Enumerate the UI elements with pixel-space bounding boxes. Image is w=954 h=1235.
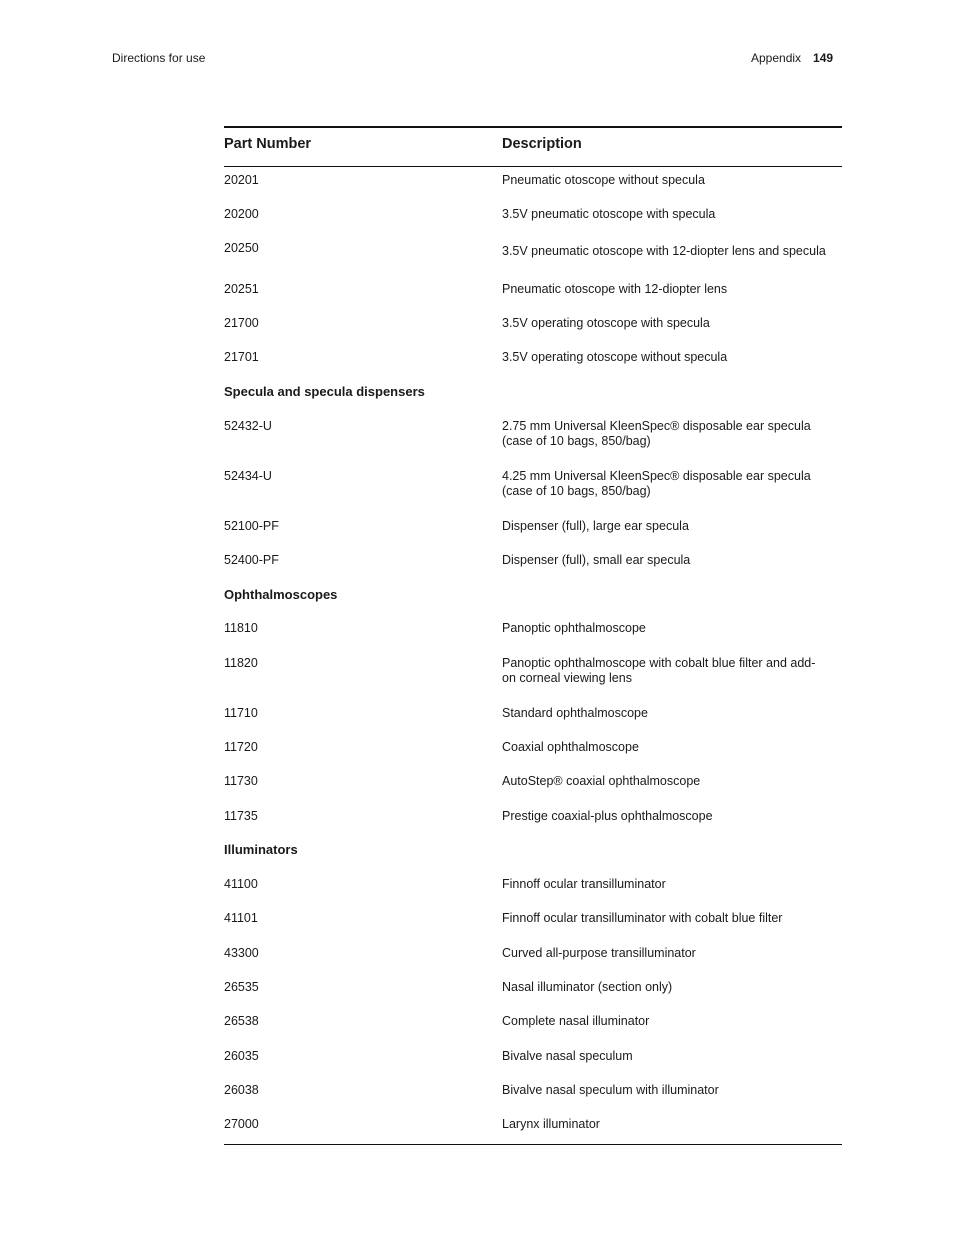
- description: [502, 656, 842, 686]
- part-number: 11720: [224, 740, 258, 754]
- part-number: 21700: [224, 316, 259, 330]
- table-bottom-rule: [224, 1144, 842, 1145]
- part-number: 52432-U: [224, 419, 272, 433]
- description-line-1: 2.75 mm Universal KleenSpec® disposable ear specula: [502, 419, 811, 433]
- part-number: 11710: [224, 706, 258, 720]
- description: Curved all-purpose transilluminator: [502, 946, 696, 960]
- description: 3.5V pneumatic otoscope with 12-diopter lens and specula: [502, 244, 826, 258]
- part-number: 43300: [224, 946, 259, 960]
- part-number: 41101: [224, 911, 258, 925]
- part-number: 11820: [224, 656, 258, 670]
- description: Complete nasal illuminator: [502, 1014, 650, 1028]
- part-number: 20201: [224, 173, 259, 187]
- description: 3.5V pneumatic otoscope with specula: [502, 207, 716, 221]
- part-number: 11810: [224, 621, 258, 635]
- description-line-1: 4.25 mm Universal KleenSpec® disposable ear specula: [502, 469, 811, 483]
- part-number: 20250: [224, 241, 259, 255]
- part-number: 26038: [224, 1083, 259, 1097]
- part-number: 52434-U: [224, 469, 272, 483]
- description: Finnoff ocular transilluminator with cobalt blue filter: [502, 911, 783, 925]
- description: Standard ophthalmoscope: [502, 706, 648, 720]
- part-number: 52400-PF: [224, 553, 279, 567]
- part-number: 11735: [224, 809, 258, 823]
- parts-table: [224, 126, 842, 1131]
- description: Finnoff ocular transilluminator: [502, 877, 666, 891]
- description: Pneumatic otoscope without specula: [502, 173, 705, 187]
- part-number: 20200: [224, 207, 259, 221]
- description-line-2: (case of 10 bags, 850/bag): [502, 484, 651, 498]
- description: AutoStep® coaxial ophthalmoscope: [502, 774, 701, 788]
- description: [502, 469, 842, 499]
- running-header-title: Directions for use: [112, 51, 206, 65]
- section-heading-specula: Specula and specula dispensers: [224, 384, 425, 399]
- column-header-description: Description: [502, 136, 582, 152]
- section-heading-illuminators: Illuminators: [224, 842, 298, 857]
- description-line-1: Panoptic ophthalmoscope with cobalt blue filter and add-: [502, 656, 816, 670]
- description: Panoptic ophthalmoscope: [502, 621, 646, 635]
- running-header-section: [751, 51, 833, 65]
- description: Bivalve nasal speculum: [502, 1049, 633, 1063]
- part-number: 52100-PF: [224, 519, 279, 533]
- section-name: Appendix: [751, 51, 802, 65]
- description: 3.5V operating otoscope with specula: [502, 316, 710, 330]
- part-number: 21701: [224, 350, 259, 364]
- description: Bivalve nasal speculum with illuminator: [502, 1083, 719, 1097]
- part-number: 20251: [224, 282, 259, 296]
- description: Larynx illuminator: [502, 1117, 600, 1131]
- page-number: 149: [813, 51, 834, 65]
- description: Nasal illuminator (section only): [502, 980, 673, 994]
- description-line-2: (case of 10 bags, 850/bag): [502, 434, 651, 448]
- description: Coaxial ophthalmoscope: [502, 740, 639, 754]
- part-number: 26538: [224, 1014, 259, 1028]
- part-number: 11730: [224, 774, 258, 788]
- description: 3.5V operating otoscope without specula: [502, 350, 728, 364]
- description: Prestige coaxial-plus ophthalmoscope: [502, 809, 713, 823]
- description-line-2: on corneal viewing lens: [502, 671, 632, 685]
- description: Dispenser (full), small ear specula: [502, 553, 691, 567]
- description: [502, 419, 842, 449]
- description: Dispenser (full), large ear specula: [502, 519, 689, 533]
- description: Pneumatic otoscope with 12-diopter lens: [502, 282, 728, 296]
- part-number: 26535: [224, 980, 259, 994]
- part-number: 26035: [224, 1049, 259, 1063]
- section-heading-ophthalmoscopes: Ophthalmoscopes: [224, 587, 338, 602]
- column-header-part-number: Part Number: [224, 136, 312, 152]
- table-header: [224, 128, 842, 167]
- part-number: 27000: [224, 1117, 259, 1131]
- part-number: 41100: [224, 877, 258, 891]
